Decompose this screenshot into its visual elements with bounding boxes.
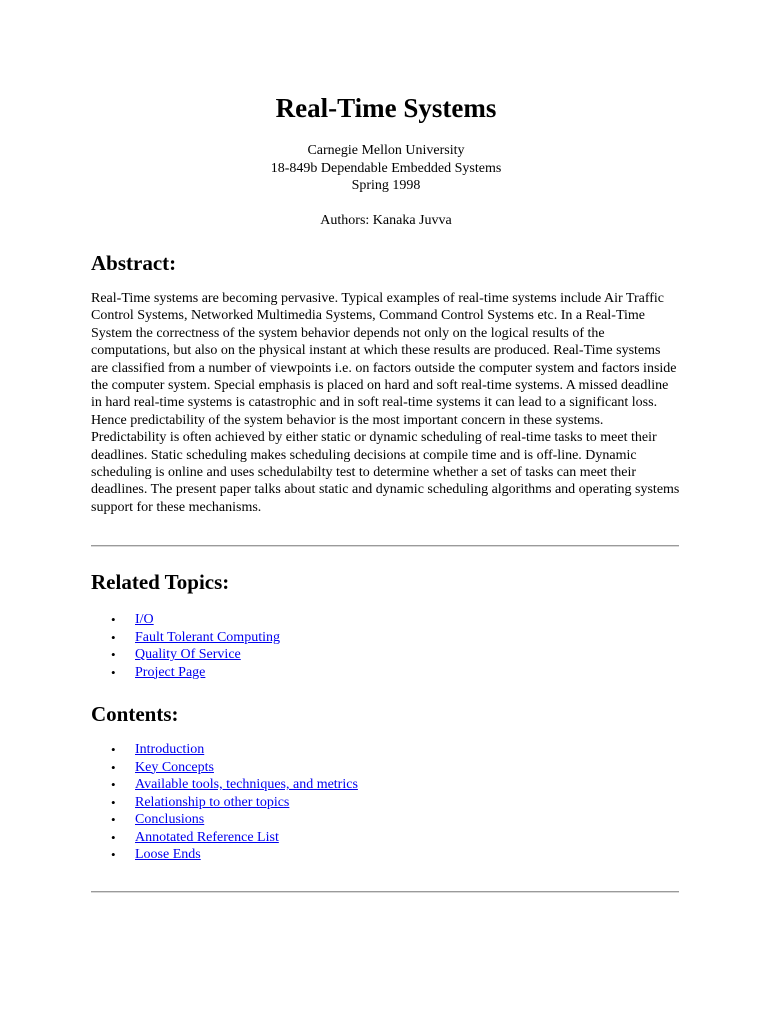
list-item: [91, 646, 280, 664]
list-item: [91, 741, 358, 759]
list-item: [91, 629, 280, 647]
list-item: [91, 846, 358, 864]
section-divider: [91, 545, 679, 547]
authors-line: Authors: Kanaka Juvva: [320, 213, 452, 228]
bullet-icon: •: [111, 647, 116, 662]
list-item: [91, 664, 280, 682]
contents-list: [91, 741, 358, 864]
link-loose-ends[interactable]: Loose Ends: [135, 847, 201, 862]
bullet-icon: •: [111, 629, 116, 645]
list-item: [91, 794, 358, 812]
institution-line: Carnegie Mellon University: [307, 143, 465, 158]
list-item: [91, 811, 358, 829]
bullet-icon: •: [111, 759, 116, 775]
bullet-icon: •: [111, 829, 116, 845]
link-relationship-to-other-topics[interactable]: Relationship to other topics: [135, 794, 290, 810]
course-line: 18-849b Dependable Embedded Systems: [270, 160, 502, 176]
related-topics-list: [91, 611, 280, 681]
bullet-icon: •: [111, 664, 116, 680]
bullet-icon: •: [111, 777, 116, 792]
abstract-text: Real-Time systems are becoming pervasive. Typical examples of real-time systems include Air Traffic Control Systems, Networked Multimedia Systems, Command Control Systems etc. In a Real-Time System the correctness of the system behavior depends not only on the logical results of the computations, but also on the physical instant at which these results are produced. Real-Time systems are classified from a number of viewpoints i.e. on factors outside the computer system and factors inside the computer system. Special emphasis is placed on hard and soft real-time systems. A missed deadline in hard real-time systems is catastrophic and in soft real-time systems it can lead to a significant loss. Hence predictability of the system behavior is the most important concern in these systems. Predictability is often achieved by either static or dynamic scheduling of real-time tasks to meet their deadlines. Static scheduling makes scheduling decisions at compile time and is off-line. Dynamic scheduling is online and uses schedulabilty test to determine whether a set of tasks can meet their deadlines. The present paper talks about static and dynamic scheduling algorithms and operating systems support for these mechanisms.: [91, 291, 680, 515]
link-quality-of-service[interactable]: Quality Of Service: [135, 647, 241, 662]
bullet-icon: •: [111, 742, 116, 757]
list-item: [91, 776, 358, 794]
contents-heading: Contents:: [91, 702, 179, 726]
bullet-icon: •: [111, 847, 116, 862]
link-introduction[interactable]: Introduction: [135, 742, 205, 757]
abstract-heading: Abstract:: [91, 251, 177, 275]
link-io[interactable]: I/O: [135, 612, 154, 627]
link-project-page[interactable]: Project Page: [135, 664, 206, 680]
related-topics-heading: Related Topics:: [91, 570, 230, 594]
bullet-icon: •: [111, 812, 116, 827]
link-key-concepts[interactable]: Key Concepts: [135, 759, 214, 775]
link-available-tools[interactable]: Available tools, techniques, and metrics: [135, 777, 358, 792]
bullet-icon: •: [111, 612, 116, 627]
list-item: [91, 611, 280, 629]
page-title: Real-Time Systems: [275, 93, 497, 123]
term-line: Spring 1998: [351, 178, 421, 193]
section-divider: [91, 891, 679, 893]
list-item: [91, 829, 358, 847]
link-conclusions[interactable]: Conclusions: [135, 812, 205, 827]
bullet-icon: •: [111, 794, 116, 810]
link-fault-tolerant-computing[interactable]: Fault Tolerant Computing: [135, 629, 280, 645]
document-meta: [91, 142, 681, 195]
list-item: [91, 759, 358, 777]
link-annotated-reference-list[interactable]: Annotated Reference List: [135, 829, 279, 845]
